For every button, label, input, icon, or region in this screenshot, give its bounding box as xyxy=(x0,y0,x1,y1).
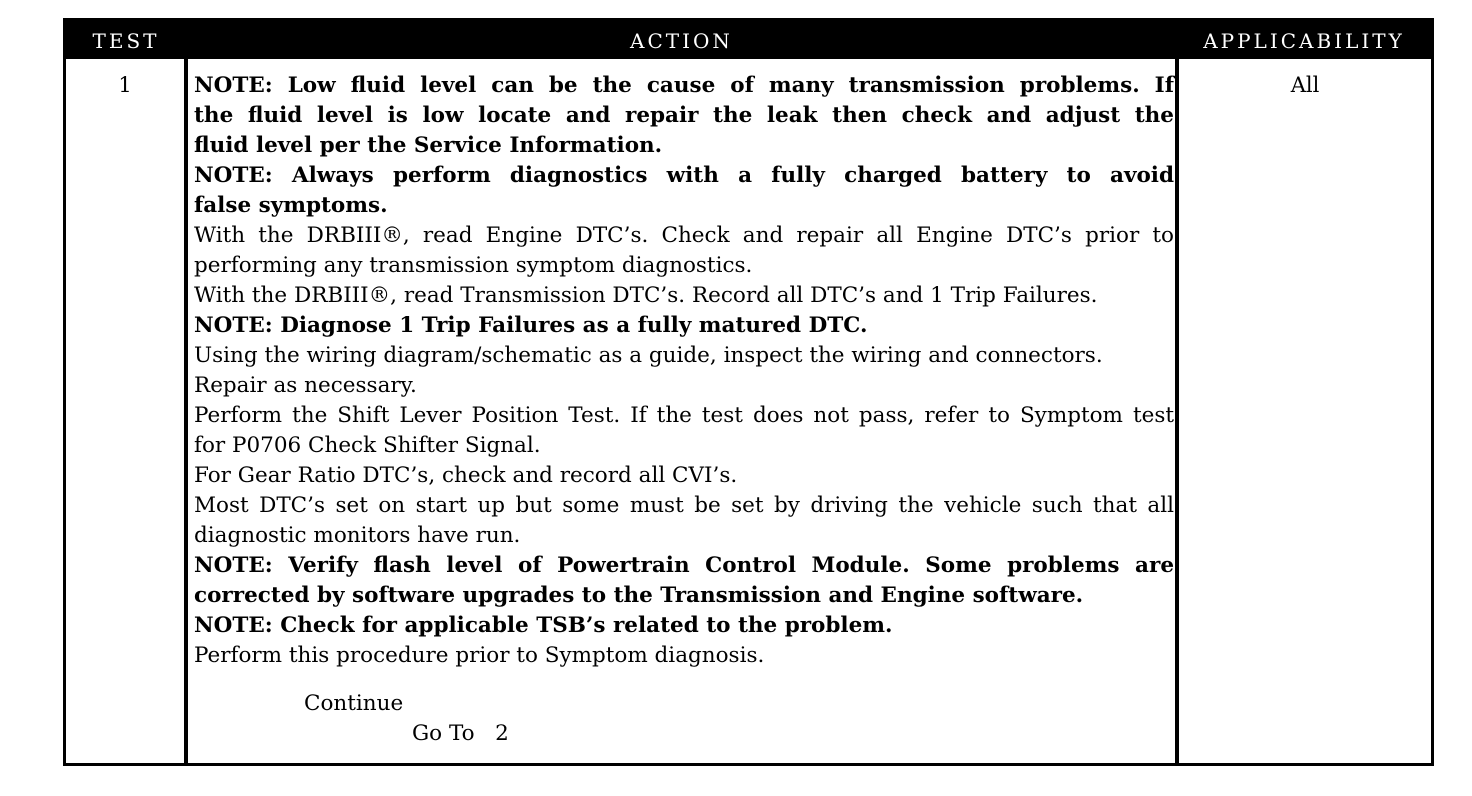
action-line: Most DTC’s set on start up but some must be set by driving the vehicle such that all xyxy=(194,493,1174,518)
applicability-value: All xyxy=(1290,73,1320,97)
diagnostic-table xyxy=(63,18,1434,766)
table-header xyxy=(66,21,1431,59)
header-test: TEST xyxy=(92,29,160,53)
header-applicability: APPLICABILITY xyxy=(1203,29,1405,53)
action-cell xyxy=(194,71,1174,749)
test-number: 1 xyxy=(118,73,132,97)
action-line: performing any transmission symptom diagnostics. xyxy=(194,253,753,278)
header-action: ACTION xyxy=(630,29,733,53)
action-line: the fluid level is low locate and repair the leak then check and adjust the xyxy=(194,103,1174,128)
action-line: NOTE: Diagnose 1 Trip Failures as a fully matured DTC. xyxy=(194,313,868,338)
action-line: Perform the Shift Lever Position Test. If the test does not pass, refer to Symptom test xyxy=(194,403,1174,428)
action-line: diagnostic monitors have run. xyxy=(194,523,521,548)
action-line: With the DRBIII®, read Engine DTC’s. Check and repair all Engine DTC’s prior to xyxy=(194,223,1174,248)
action-line: Repair as necessary. xyxy=(194,373,417,398)
action-text xyxy=(194,71,1174,671)
action-line: With the DRBIII®, read Transmission DTC’s. Record all DTC’s and 1 Trip Failures. xyxy=(194,283,1098,308)
action-line: For Gear Ratio DTC’s, check and record all CVI’s. xyxy=(194,463,738,488)
action-line: NOTE: Low fluid level can be the cause of many transmission problems. If xyxy=(194,73,1174,98)
action-line: for P0706 Check Shifter Signal. xyxy=(194,433,541,458)
action-line: corrected by software upgrades to the Transmission and Engine software. xyxy=(194,583,1084,608)
action-line: NOTE: Check for applicable TSB’s related to the problem. xyxy=(194,613,893,638)
action-line: Using the wiring diagram/schematic as a guide, inspect the wiring and connectors. xyxy=(194,343,1103,368)
action-line: Perform this procedure prior to Symptom diagnosis. xyxy=(194,643,765,668)
column-divider xyxy=(1175,59,1179,763)
action-line: false symptoms. xyxy=(194,193,388,218)
action-line: NOTE: Always perform diagnostics with a fully charged battery to avoid xyxy=(194,163,1174,188)
action-line: NOTE: Verify flash level of Powertrain Control Module. Some problems are xyxy=(194,553,1174,578)
continue-label: Continue xyxy=(304,691,404,716)
goto-link[interactable]: Go To 2 xyxy=(412,721,509,746)
column-divider xyxy=(184,59,188,763)
action-line: fluid level per the Service Information. xyxy=(194,133,663,158)
